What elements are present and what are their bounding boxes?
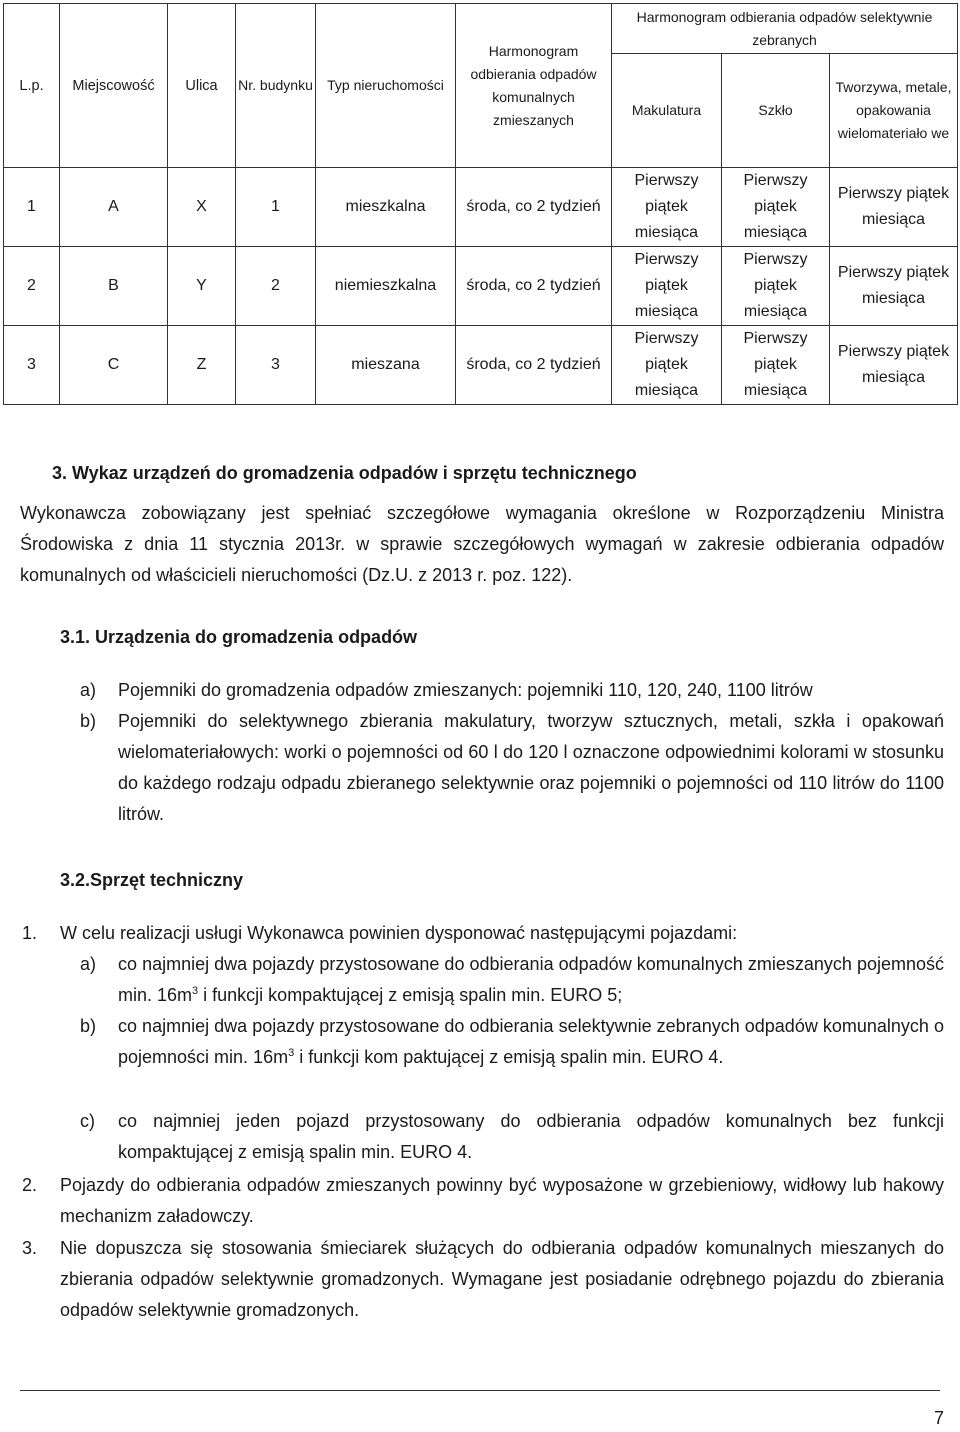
cell-tworzywa: Pierwszy piątek miesiąca <box>830 168 958 247</box>
list-item: Pojazdy do odbierania odpadów zmieszanych powinny być wyposażone w grzebieniowy, widłowy lub hakowy mechanizm załadowczy. <box>60 1175 944 1226</box>
cell-lp: 3 <box>4 326 60 405</box>
header-szklo: Szkło <box>722 54 830 168</box>
list-item: Pojemniki do selektywnego zbierania makulatury, tworzyw sztucznych, metali, szkła i opakowań wielomateriałowych: worki o pojemności od 60 l do 120 l oznaczone odpowiednimi kolorami w stosunku do każdego rodzaju odpadu zbieranego selektywnie oraz pojemniki o pojemności od 110 litrów do 1100 litrów. <box>118 711 944 824</box>
cell-ulica: Z <box>168 326 236 405</box>
cell-typ: niemieszkalna <box>316 247 456 326</box>
list-item-label: a) <box>80 954 97 974</box>
list-item-label: 3. <box>22 1238 38 1258</box>
section-3-1-heading: 3.1. Urządzenia do gromadzenia odpadów <box>60 627 418 647</box>
cell-lp: 2 <box>4 247 60 326</box>
list-item: W celu realizacji usługi Wykonawca powinien dysponować następującymi pojazdami: <box>60 923 738 943</box>
header-lp: L.p. <box>4 4 60 168</box>
cell-nr: 3 <box>236 326 316 405</box>
cell-makulatura: Pierwszy piątek miesiąca <box>612 247 722 326</box>
header-typ-nieruchomosci: Typ nieruchomości <box>316 4 456 168</box>
cell-tworzywa: Pierwszy piątek miesiąca <box>830 326 958 405</box>
list-item: Nie dopuszcza się stosowania śmieciarek służących do odbierania odpadów komunalnych mieszanych do zbierania odpadów selektywnie gromadzonych. Wymagane jest posiadanie odrębnego pojazdu do zbierania odpadów selektywnie gromadzonych. <box>60 1238 944 1320</box>
cell-lp: 1 <box>4 168 60 247</box>
cell-nr: 2 <box>236 247 316 326</box>
cell-nr: 1 <box>236 168 316 247</box>
list-item: co najmniej jeden pojazd przystosowany do odbierania odpadów komunalnych bez funkcji kompaktującej z emisją spalin min. EURO 4. <box>118 1111 944 1162</box>
cell-makulatura: Pierwszy piątek miesiąca <box>612 326 722 405</box>
list-item-label: b) <box>80 1016 97 1036</box>
cell-miejscowosc: A <box>60 168 168 247</box>
list-item-label: c) <box>80 1111 95 1131</box>
cell-zmieszane: środa, co 2 tydzień <box>456 326 612 405</box>
cell-ulica: Y <box>168 247 236 326</box>
table-row <box>4 168 958 247</box>
table-row <box>4 326 958 405</box>
header-harmonogram-selektywnych: Harmonogram odbierania odpadów selektywnie zebranych <box>612 4 958 54</box>
footer-divider <box>20 1390 940 1391</box>
list-item-label: b) <box>80 711 97 731</box>
cell-szklo: Pierwszy piątek miesiąca <box>722 326 830 405</box>
section-3-heading: 3. Wykaz urządzeń do gromadzenia odpadów i sprzętu technicznego <box>52 463 637 483</box>
cell-szklo: Pierwszy piątek miesiąca <box>722 247 830 326</box>
cell-zmieszane: środa, co 2 tydzień <box>456 168 612 247</box>
cell-makulatura: Pierwszy piątek miesiąca <box>612 168 722 247</box>
header-nr-budynku: Nr. budynku <box>236 4 316 168</box>
table-row <box>4 247 958 326</box>
list-item: Pojemniki do gromadzenia odpadów zmieszanych: pojemniki 110, 120, 240, 1100 litrów <box>118 680 813 700</box>
list-item-label: a) <box>80 680 97 700</box>
cell-ulica: X <box>168 168 236 247</box>
section-3-paragraph: Wykonawcza zobowiązany jest spełniać szczegółowe wymagania określone w Rozporządzeniu Ministra Środowiska z dnia 11 stycznia 2013r. w sprawie szczegółowych wymagań w zakresie odbierania odpadów komunalnych od właścicieli nieruchomości (Dz.U. z 2013 r. poz. 122). <box>20 503 944 585</box>
header-miejscowosc: Miejscowość <box>60 4 168 168</box>
cell-szklo: Pierwszy piątek miesiąca <box>722 168 830 247</box>
list-item-label: 2. <box>22 1175 38 1195</box>
cell-miejscowosc: C <box>60 326 168 405</box>
cell-miejscowosc: B <box>60 247 168 326</box>
header-tworzywa: Tworzywa, metale, opakowania wielomateriało we <box>830 54 958 168</box>
list-item: co najmniej dwa pojazdy przystosowane do odbierania odpadów komunalnych zmieszanych pojemność min. $16m^3$ i funkcji kompaktującej z emisją spalin min. EURO 5; <box>118 954 944 1005</box>
cell-tworzywa: Pierwszy piątek miesiąca <box>830 247 958 326</box>
schedule-table <box>3 3 958 405</box>
header-makulatura: Makulatura <box>612 54 722 168</box>
cell-typ: mieszana <box>316 326 456 405</box>
header-ulica: Ulica <box>168 4 236 168</box>
header-harmonogram-zmieszanych: Harmonogram odbierania odpadów komunalnych zmieszanych <box>456 4 612 168</box>
list-item: co najmniej dwa pojazdy przystosowane do odbierania selektywnie zebranych odpadów komunalnych o pojemności min. $16m^3$ i funkcji kom paktującej z emisją spalin min. EURO 4. <box>118 1016 944 1067</box>
cell-typ: mieszkalna <box>316 168 456 247</box>
list-item-label: 1. <box>22 923 38 943</box>
cell-zmieszane: środa, co 2 tydzień <box>456 247 612 326</box>
section-3-2-heading: 3.2.Sprzęt techniczny <box>60 870 244 890</box>
page-number: 7 <box>933 1408 944 1428</box>
